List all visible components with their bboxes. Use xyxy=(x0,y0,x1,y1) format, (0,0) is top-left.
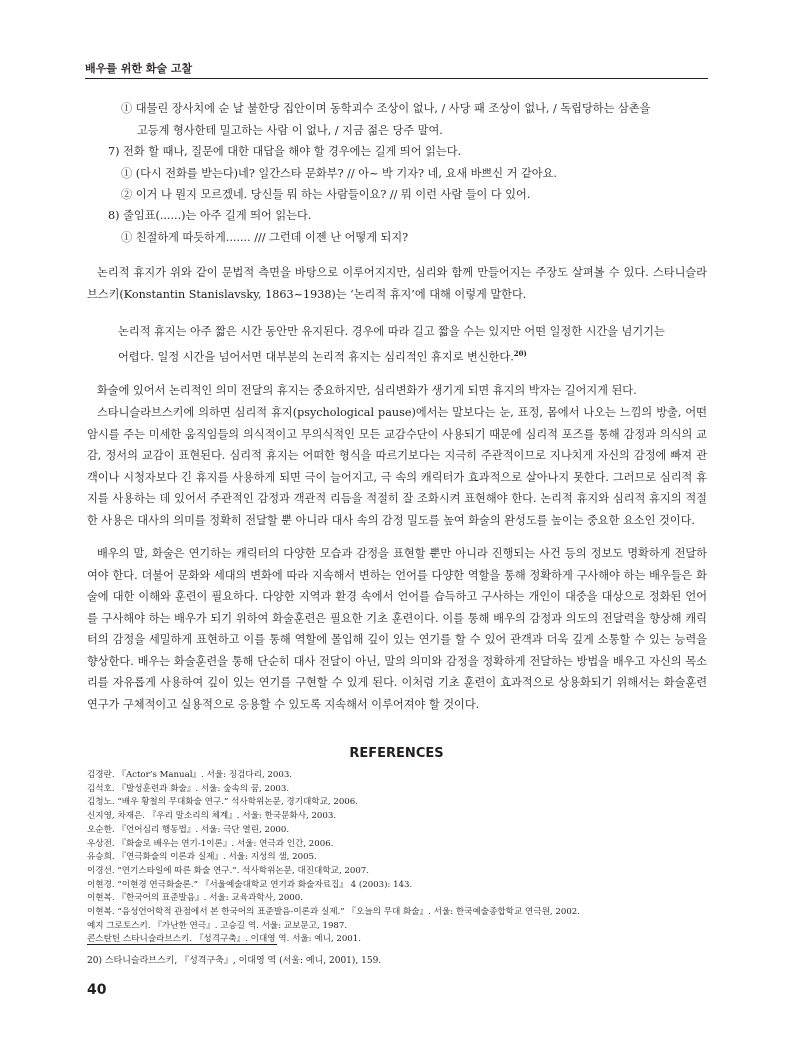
reference-item: 신지영, 차재은. 『우리 말소리의 체계』. 서울: 한국문화사, 2003. xyxy=(87,811,337,822)
footnote-rule xyxy=(87,944,277,945)
reference-item: 예지 그로토스키. 『가난한 연극』. 고승길 역. 서울: 교보문고, 1987. xyxy=(87,920,348,931)
reference-item: 이경선. “연기스타일에 따른 화술 연구.”. 석사학위논문, 대진대학교, 2007. xyxy=(87,865,370,876)
running-header: 배우를 위한 화술 고찰 xyxy=(85,62,193,75)
references-heading: REFERENCES xyxy=(349,746,444,761)
page-number: 40 xyxy=(87,982,107,998)
intro-paragraph: 논리적 휴지가 위와 같이 문법적 측면을 바탕으로 이루어지지만, 심리와 함께 만들어지는 주장도 살펴볼 수 있다. 스타니슬라브스키(Konstantin Stanislavsky, 1863~1938)는 ‘논리적 휴지’에 대해 이렇게 말한다. xyxy=(87,266,707,301)
block-quote xyxy=(118,321,678,369)
example-line: ② 이거 나 뭔지 모르겠네. 당신들 뭐 하는 사람들이요? // 뭐 이런 사람 들이 다 있어. xyxy=(121,188,531,201)
footnote-marker: 20) xyxy=(513,349,527,358)
example-line: ① 대물린 장사치에 순 날 불한당 집안이며 동학괴수 조상이 없나, / 사당 패 조상이 없나, / 독립당하는 삼촌을 xyxy=(121,102,651,115)
example-heading: 8) 줄임표(......)는 아주 길게 띄어 읽는다. xyxy=(108,209,312,222)
body-paragraph: 배우의 말, 화술은 연기하는 캐릭터의 다양한 모습과 감정을 표현할 뿐만 아니라 진행되는 사건 등의 정보도 명확하게 전달하여야 한다. 더불어 문화와 세대의 변화에 따라 지속해서 변하는 언어를 다양한 역할을 통해 정확하게 구사해야 하는 배우들은 화술에 대한 이해와 훈련이 필요하다. 다양한 지역과 환경 속에서 언어를 습득하고 구사하는 개인이 대중을 대상으로 정화된 언어를 구사해야 하는 배우가 되기 위하여 화술훈련은 필요한 기초 훈련이다. 이를 통해 배우의 감정과 의도의 전달력을 향상해 캐릭터의 감정을 세밀하게 표현하고 이를 통해 역할에 몰입해 깊이 있는 연기를 할 수 있어 관객과 더욱 깊게 소통할 수 있는 능력을 향상한다. 배우는 화술훈련을 통해 단순히 대사 전달이 아닌, 말의 의미와 감정을 정확하게 전달하는 방법을 배우고 자신의 목소리를 자유롭게 사용하여 깊이 있는 연기를 구현할 수 있게 된다. 이처럼 기초 훈련이 효과적으로 상용화되기 위해서는 화술훈련 연구가 구체적이고 실용적으로 응용할 수 있도록 지속해서 이루어져야 할 것이다. xyxy=(87,547,707,711)
body-paragraph: 화술에 있어서 논리적인 의미 전달의 휴지는 중요하지만, 심리변화가 생기게 되면 휴지의 박자는 길어지게 된다. xyxy=(97,384,637,397)
footnote: 20) 스타니슬라브스키, 『성격구축』, 이대영 역 (서울: 예니, 2001), 159. xyxy=(87,956,382,966)
reference-item: 오순한. 『언어심리 행동법』. 서울: 극단 열린, 2000. xyxy=(87,824,290,835)
example-line: ① (다시 전화를 받는다)네? 일간스타 문화부? // 아~ 박 기자? 네, 요새 바쁘신 거 같아요. xyxy=(121,167,557,180)
reference-item: 이현복. 『한국어의 표준발음』. 서울: 교육과학사, 2000. xyxy=(87,893,303,904)
header-rule xyxy=(85,78,708,79)
reference-item: 김경란. 『Actor’s Manual』. 서울: 징검다리, 2003. xyxy=(87,770,293,780)
reference-item: 김청노. “배우 황철의 무대화술 연구.” 석사학위논문, 경기대학교, 2006. xyxy=(87,797,358,808)
body-paragraph: 스타니슬라브스키에 의하면 심리적 휴지(psychological pause)에서는 말보다는 눈, 표정, 몸에서 나오는 느낌의 방출, 어떤 암시를 주는 미세한 움직임들의 의식적이고 무의식적인 모든 교감수단이 사용되기 때문에 심리적 포즈를 통해 감정과 의식의 교감, 정서의 교감이 표현된다. 심리적 휴지는 어떠한 형식을 따르기보다는 지극히 주관적이므로 지나치게 자신의 감정에 빠져 관객이나 시청자보다 긴 휴지를 사용하게 되면 극이 늘어지고, 극 속의 캐릭터가 효과적으로 살아나지 못한다. 그러므로 심리적 휴지를 사용하는 데 있어서 주관적인 감정과 객관적 리듬을 적절히 잘 조화시켜 표현해야 한다. 논리적 휴지와 심리적 휴지의 적절한 사용은 대사의 의미를 정확히 전달할 뿐 아니라 대사 속의 감정 밀도를 높여 화술의 완성도를 높이는 중요한 요소인 것이다. xyxy=(87,406,707,527)
references-list xyxy=(87,769,727,947)
reference-item: 콘스탄틴 스타니슬라브스키. 『성격구축』. 이대영 역. 서울: 예니, 2001. xyxy=(87,934,361,945)
reference-item: 우상전. 『화술로 배우는 연기-1이론』. 서울: 연극과 인간, 2006. xyxy=(87,838,334,849)
reference-item: 이현복. “음성언어학적 관점에서 본 한국어의 표준발음-이론과 실제.” 『오늘의 무대 화술』. 서울: 한국예술종합학교 연극원, 2002. xyxy=(87,907,580,918)
reference-item: 김석호. 『발성훈련과 화술』. 서울: 숲속의 꿈, 2003. xyxy=(87,783,290,794)
quote-text: 논리적 휴지는 아주 짧은 시간 동안만 유지된다. 경우에 따라 길고 짧을 수는 있지만 어떤 일정한 시간을 넘기기는 어렵다. 일정 시간을 넘어서면 대부분의 논리적 휴지는 심리적인 휴지로 변신한다. xyxy=(118,325,665,364)
reference-item: 이현경. “이현경 연극화술론.” 『서울예술대학교 연기과 화술자료집』 4 (2003): 143. xyxy=(87,879,413,890)
reference-item: 유승희. 『연극화술의 이론과 실제』. 서울: 지성의 샘, 2005. xyxy=(87,852,317,863)
example-line: 고등계 형사한테 밀고하는 사람 이 없나, / 지금 젊은 당주 말여. xyxy=(137,124,443,137)
example-line: ① 친절하게 따듯하게....... /// 그런데 이젠 난 어떻게 되지? xyxy=(121,231,409,244)
example-heading: 7) 전화 할 때나, 질문에 대한 대답을 해야 할 경우에는 길게 띄어 읽는다. xyxy=(108,145,462,158)
